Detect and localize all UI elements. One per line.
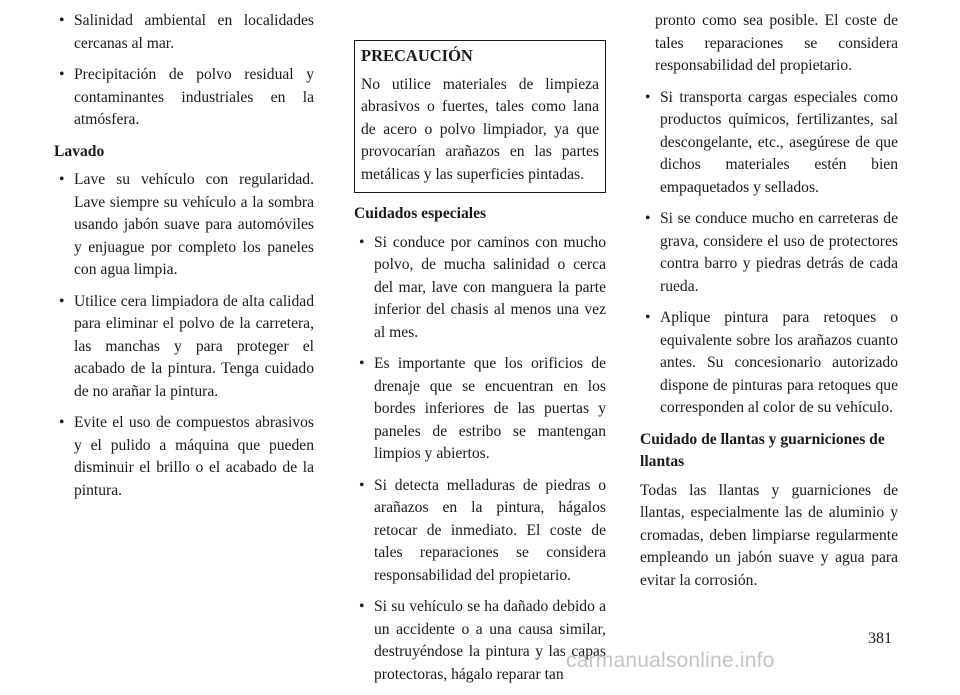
watermark: carmanualsonline.info (566, 649, 775, 672)
section-heading-llantas: Cuidado de llantas y guarniciones de llantas (640, 430, 885, 470)
list-item: • Si transporta cargas especiales como productos químicos, fertilizantes, sal descongelante, etc., asegúrese de que dichos materiales estén bien empaquetados y sellados. (640, 87, 898, 200)
list-item: • Si detecta melladuras de piedras o arañazos en la pintura, hágalos retocar de inmediato. El coste de tales reparaciones se considera responsabilidad del propietario. (354, 475, 606, 588)
caution-text: No utilice materiales de limpieza abrasivos o fuertes, tales como lana de acero o polvo limpiador, ya que provocarían arañazos en las partes metálicas y las superficies pintadas. (361, 75, 599, 183)
list-item: • Salinidad ambiental en localidades cercanas al mar. (54, 10, 314, 55)
list-item: • Evite el uso de compuestos abrasivos y el pulido a máquina que pueden disminuir el brillo o el acabado de la pintura. (54, 412, 314, 502)
column-1 (54, 10, 314, 511)
list-item: • Aplique pintura para retoques o equivalente sobre los arañazos cuanto antes. Su concesionario autorizado dispone de pinturas para retoques que corresponden al color de su vehículo. (640, 307, 898, 420)
list-item: • Si su vehículo se ha dañado debido a un accidente o a una causa similar, destruyéndose la pintura y las capas protectoras, hágalo reparar tan (354, 596, 606, 686)
list-item: • Si se conduce mucho en carreteras de grava, considere el uso de protectores contra barro y piedras detrás de cada rueda. (640, 208, 898, 298)
list-item: • Precipitación de polvo residual y contaminantes industriales en la atmósfera. (54, 64, 314, 132)
section-heading-cuidados-especiales: Cuidados especiales (354, 205, 487, 222)
bullet-list-lavado (54, 169, 314, 502)
bullet-list-continued (640, 10, 898, 420)
list-item: • Utilice cera limpiadora de alta calidad para eliminar el polvo de la carretera, las manchas y para proteger el acabado de la pintura. Tenga cuidado de no arañar la pintura. (54, 291, 314, 404)
page-number: 381 (868, 630, 892, 647)
caution-box (354, 40, 606, 193)
column-2 (354, 10, 606, 695)
list-item-continuation: pronto como sea posible. El coste de tales reparaciones se considera responsabilidad del propietario. (655, 12, 898, 74)
paragraph-llantas: Todas las llantas y guarniciones de llantas, especialmente las de aluminio y cromadas, deben limpiarse regularmente empleando un jabón suave y agua para evitar la corrosión. (640, 481, 898, 589)
bullet-list-cuidados (354, 232, 606, 687)
column-3 (640, 10, 898, 592)
section-heading-lavado: Lavado (54, 142, 105, 160)
list-item: • Lave su vehículo con regularidad. Lave siempre su vehículo a la sombra usando jabón suave para automóviles y enjuague por completo los paneles con agua limpia. (54, 169, 314, 282)
caution-title: PRECAUCIÓN (361, 46, 473, 65)
bullet-list-top (54, 10, 314, 132)
list-item: • Es importante que los orificios de drenaje que se encuentran en los bordes inferiores de las puertas y paneles de estribo se mantengan limpios y abiertos. (354, 353, 606, 466)
list-item: • Si conduce por caminos con mucho polvo, de mucha salinidad o cerca del mar, lave con manguera la parte inferior del chasis al menos una vez al mes. (354, 232, 606, 345)
